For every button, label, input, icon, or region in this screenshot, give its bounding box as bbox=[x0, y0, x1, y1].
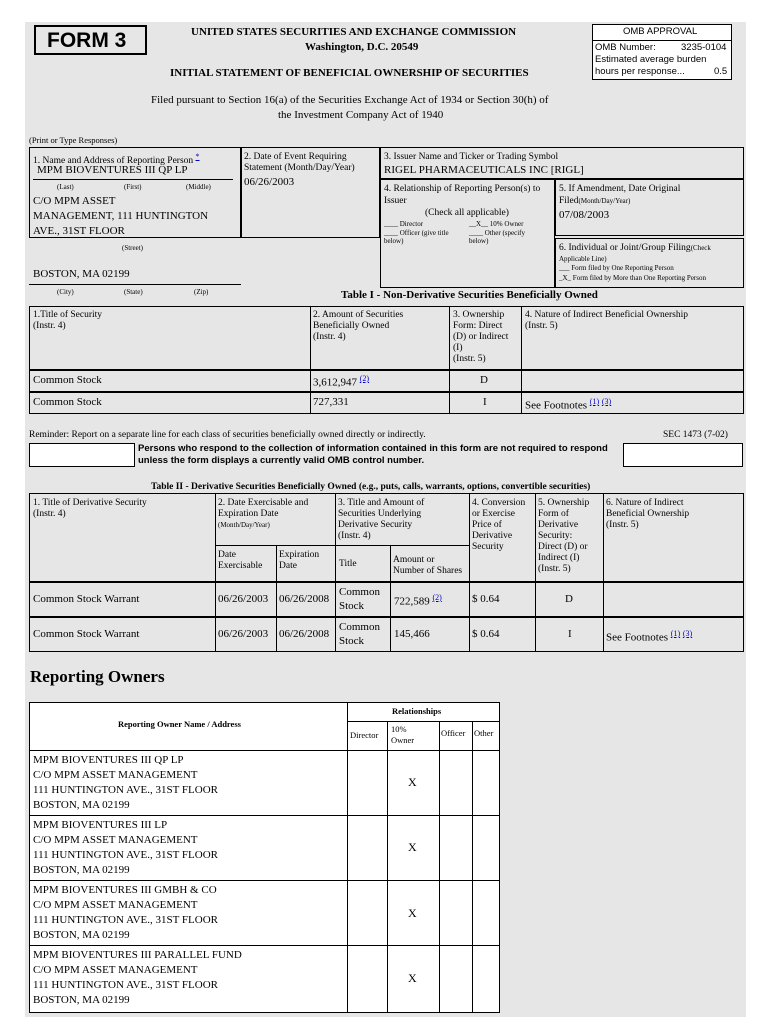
table2-h4-line5: Security bbox=[472, 542, 504, 552]
table2-h2-line1: 2. Date Exercisable and bbox=[218, 498, 309, 508]
table1-h3-line2: Form: Direct bbox=[453, 321, 503, 331]
form-title: FORM 3 bbox=[47, 29, 127, 52]
street-line2: MANAGEMENT, 111 HUNTINGTON bbox=[33, 210, 209, 222]
amendment-value: 07/08/2003 bbox=[559, 209, 610, 221]
street-label: (Street) bbox=[122, 244, 143, 252]
relationship-label1: 4. Relationship of Reporting Person(s) to bbox=[384, 184, 541, 194]
form-page bbox=[25, 22, 746, 1017]
table2-row1-footnote-link[interactable]: (2) bbox=[432, 593, 442, 602]
omb-number-label: OMB Number: bbox=[595, 42, 656, 53]
table2-h5-line3: Derivative bbox=[538, 520, 579, 530]
city-state-zip: BOSTON, MA 02199 bbox=[33, 268, 130, 280]
owners-col-ten2: Owner bbox=[391, 735, 415, 745]
relationship-other1: ____ Other (specify bbox=[469, 229, 525, 237]
joint-filing-option2: _X_ Form filed by More than One Reporting Person bbox=[559, 274, 706, 282]
table2-row2-form: I bbox=[568, 628, 572, 640]
print-note: (Print or Type Responses) bbox=[29, 135, 118, 145]
omb-title: OMB APPROVAL bbox=[623, 26, 698, 37]
relationship-director: ____ Director bbox=[384, 220, 424, 228]
reporting-person-label: 1. Name and Address of Reporting Person * bbox=[33, 152, 200, 167]
table2-h4-line2: or Exercise bbox=[472, 509, 515, 519]
relationship-check-all: (Check all applicable) bbox=[425, 208, 509, 218]
omb-number-value: 3235-0104 bbox=[681, 42, 727, 53]
owner3-line4: BOSTON, MA 02199 bbox=[33, 929, 130, 941]
amendment-label2: Filed(Month/Day/Year) bbox=[559, 196, 631, 206]
owner1-line4: BOSTON, MA 02199 bbox=[33, 799, 130, 811]
table2-row2-footnote1-link[interactable]: (1) bbox=[670, 629, 681, 638]
table2-h4-line3: Price of bbox=[472, 520, 502, 530]
sec-form-number: SEC 1473 (7-02) bbox=[663, 430, 728, 440]
table2-h5-line2: Form of bbox=[538, 509, 569, 519]
table2-row2-footnote2-link[interactable]: (3) bbox=[682, 629, 693, 638]
joint-filing-option1: ___ Form filed by One Reporting Person bbox=[559, 264, 674, 272]
owner1-ten-percent-mark: X bbox=[408, 775, 417, 789]
owners-col-name: Reporting Owner Name / Address bbox=[118, 719, 241, 729]
table2-row2-exercisable: 06/26/2003 bbox=[218, 628, 269, 640]
owners-col-other: Other bbox=[474, 728, 494, 738]
table2-h5-line4: Security: bbox=[538, 531, 573, 541]
table2-h2-line2: Expiration Date bbox=[218, 509, 279, 519]
reporting-person-note-link[interactable]: * bbox=[195, 152, 200, 161]
reporting-person-name: MPM BIOVENTURES III QP LP bbox=[37, 164, 188, 176]
filed-pursuant-line2: the Investment Company Act of 1940 bbox=[278, 109, 444, 121]
owners-col-ten1: 10% bbox=[391, 724, 407, 734]
table1-h1-line2: (Instr. 4) bbox=[33, 321, 66, 331]
owner1-line3: 111 HUNTINGTON AVE., 31ST FLOOR bbox=[33, 784, 218, 796]
table1-h2-line1: 2. Amount of Securities bbox=[313, 310, 404, 320]
table2-h4-line4: Derivative bbox=[472, 531, 513, 541]
table1-h2-line2: Beneficially Owned bbox=[313, 321, 390, 331]
table2-sub-exercisable1: Date bbox=[218, 550, 236, 560]
table2-h3-line1: 3. Title and Amount of bbox=[338, 498, 425, 508]
owner3-ten-percent-mark: X bbox=[408, 906, 417, 920]
reminder-left-box bbox=[29, 443, 135, 467]
table1-row1-amount: 3,612,947 $^{(2)}$ bbox=[313, 374, 370, 389]
table2-sub-exercisable2: Exercisable bbox=[218, 561, 263, 571]
owner2-ten-percent-mark: X bbox=[408, 840, 417, 854]
city-label: (City) bbox=[57, 288, 74, 296]
table1-row1-form: D bbox=[480, 374, 488, 386]
owner1-line1: MPM BIOVENTURES III QP LP bbox=[33, 754, 184, 766]
table2-row1-exercisable: 06/26/2003 bbox=[218, 593, 269, 605]
zip-label: (Zip) bbox=[194, 288, 209, 296]
table2-row2-amount: 145,466 bbox=[394, 628, 430, 640]
table2-title: Table II - Derivative Securities Beneficially Owned (e.g., puts, calls, warrants, options, convertible securities) bbox=[151, 482, 591, 492]
table2-h6-line3: (Instr. 5) bbox=[606, 520, 639, 530]
persons-respond-line2: unless the form displays a currently valid OMB control number. bbox=[138, 455, 425, 466]
table1-row2-amount: 727,331 bbox=[313, 396, 349, 408]
table2-row2-title: Common Stock Warrant bbox=[33, 628, 140, 640]
table2-sub-expiration1: Expiration bbox=[279, 550, 320, 560]
owner1-line2: C/O MPM ASSET MANAGEMENT bbox=[33, 769, 198, 781]
table1-h2-line3: (Instr. 4) bbox=[313, 332, 346, 342]
middle-label: (Middle) bbox=[186, 183, 211, 191]
event-date-value: 06/26/2003 bbox=[244, 176, 295, 188]
owner2-line1: MPM BIOVENTURES III LP bbox=[33, 819, 168, 831]
statement-title: INITIAL STATEMENT OF BENEFICIAL OWNERSHIP OF SECURITIES bbox=[170, 67, 529, 79]
table2-row2-price: $ 0.64 bbox=[472, 628, 500, 640]
table2-row2-underlying-title2: Stock bbox=[339, 635, 365, 647]
table1-row2-footnote2-link[interactable]: (3) bbox=[601, 397, 612, 406]
omb-burden-line2: hours per response... bbox=[595, 66, 685, 77]
owner2-line2: C/O MPM ASSET MANAGEMENT bbox=[33, 834, 198, 846]
table2-h1-line2: (Instr. 4) bbox=[33, 509, 66, 519]
relationship-officer1: ____ Officer (give title bbox=[384, 229, 449, 237]
relationship-officer2: below) bbox=[384, 237, 404, 245]
table2-h2-line3: (Month/Day/Year) bbox=[218, 521, 270, 529]
table1-row1-footnote-link[interactable]: (2) bbox=[359, 374, 370, 383]
relationship-other2: below) bbox=[469, 237, 489, 245]
table1-row2-title: Common Stock bbox=[33, 396, 102, 408]
table1-row2-form: I bbox=[483, 396, 487, 408]
amendment-label1: 5. If Amendment, Date Original bbox=[559, 184, 681, 194]
owner4-line3: 111 HUNTINGTON AVE., 31ST FLOOR bbox=[33, 979, 218, 991]
table2-row1-title: Common Stock Warrant bbox=[33, 593, 140, 605]
table2-h3-line2: Securities Underlying bbox=[338, 509, 422, 519]
table1-row2-footnote1-link[interactable]: (1) bbox=[589, 397, 600, 406]
owner3-line2: C/O MPM ASSET MANAGEMENT bbox=[33, 899, 198, 911]
table2-h6-line1: 6. Nature of Indirect bbox=[606, 498, 684, 508]
table2-row1-form: D bbox=[565, 593, 573, 605]
owner2-line3: 111 HUNTINGTON AVE., 31ST FLOOR bbox=[33, 849, 218, 861]
owner4-ten-percent-mark: X bbox=[408, 971, 417, 985]
agency-location: Washington, D.C. 20549 bbox=[305, 41, 419, 53]
table1-h1-line1: 1.Title of Security bbox=[33, 310, 103, 320]
owners-col-officer: Officer bbox=[441, 728, 466, 738]
table2-row1-expiration: 06/26/2008 bbox=[279, 593, 330, 605]
table2-sub-amount2: Number of Shares bbox=[393, 566, 463, 576]
table2-row1-price: $ 0.64 bbox=[472, 593, 500, 605]
table1-h3-line3: (D) or Indirect bbox=[453, 332, 509, 342]
table1-title: Table I - Non-Derivative Securities Beneficially Owned bbox=[341, 289, 598, 301]
table2-row1-underlying-title1: Common bbox=[339, 586, 380, 598]
table2-row1-amount: 722,589 $^{(2)}$ bbox=[394, 593, 442, 608]
table2-h6-line2: Beneficial Ownership bbox=[606, 509, 690, 519]
table1-h4-line1: 4. Nature of Indirect Beneficial Ownership bbox=[525, 310, 689, 320]
reporting-owners-heading: Reporting Owners bbox=[30, 667, 165, 686]
table2-h5-line1: 5. Ownership bbox=[538, 498, 590, 508]
table1-row2-nature: See Footnotes $^{(1)}$ $^{(3)}$ bbox=[525, 397, 612, 412]
table1-row1-title: Common Stock bbox=[33, 374, 102, 386]
owner4-line1: MPM BIOVENTURES III PARALLEL FUND bbox=[33, 949, 242, 961]
table2-h3-line4: (Instr. 4) bbox=[338, 531, 371, 541]
table2-sub-amount1: Amount or bbox=[393, 555, 435, 565]
issuer-label: 3. Issuer Name and Ticker or Trading Symbol bbox=[384, 152, 559, 162]
owner3-line1: MPM BIOVENTURES III GMBH & CO bbox=[33, 884, 217, 896]
reminder-right-box bbox=[623, 443, 743, 467]
owners-col-director: Director bbox=[350, 730, 379, 740]
owner4-line4: BOSTON, MA 02199 bbox=[33, 994, 130, 1006]
event-date-label2: Statement (Month/Day/Year) bbox=[244, 163, 355, 173]
street-line3: AVE., 31ST FLOOR bbox=[33, 225, 125, 237]
reminder-text: Reminder: Report on a separate line for each class of securities beneficially owned directly or indirectly. bbox=[29, 430, 426, 440]
table2-h3-line3: Derivative Security bbox=[338, 520, 413, 530]
table1-row bbox=[29, 370, 744, 392]
owner4-line2: C/O MPM ASSET MANAGEMENT bbox=[33, 964, 198, 976]
table1-h3-line4: (I) bbox=[453, 343, 463, 353]
table1-h3-line5: (Instr. 5) bbox=[453, 354, 486, 364]
table2-h5-line7: (Instr. 5) bbox=[538, 564, 571, 574]
filed-pursuant-line1: Filed pursuant to Section 16(a) of the Securities Exchange Act of 1934 or Section 30(h) of bbox=[151, 94, 549, 106]
table2-h4-line1: 4. Conversion bbox=[472, 498, 526, 508]
street-line1: C/O MPM ASSET bbox=[33, 195, 116, 207]
owners-col-relationships: Relationships bbox=[392, 706, 442, 716]
relationship-label2: Issuer bbox=[384, 196, 407, 206]
owner3-line3: 111 HUNTINGTON AVE., 31ST FLOOR bbox=[33, 914, 218, 926]
omb-approval-box bbox=[592, 24, 732, 80]
omb-burden-line1: Estimated average burden bbox=[595, 54, 707, 65]
joint-filing-label2: Applicable Line) bbox=[559, 255, 607, 263]
agency-name: UNITED STATES SECURITIES AND EXCHANGE COMMISSION bbox=[191, 26, 517, 38]
persons-respond-line1: Persons who respond to the collection of information contained in this form are not required to respond bbox=[138, 443, 608, 454]
omb-burden-value: 0.5 bbox=[714, 66, 728, 77]
relationship-ten-percent: __X__ 10% Owner bbox=[469, 220, 524, 228]
table2-h5-line6: Indirect (I) bbox=[538, 553, 580, 563]
table2-row2-nature: See Footnotes $^{(1)}$ $^{(3)}$ bbox=[606, 629, 693, 644]
table2-h5-line5: Direct (D) or bbox=[538, 542, 588, 552]
table2-row1-underlying-title2: Stock bbox=[339, 600, 365, 612]
first-label: (First) bbox=[124, 183, 142, 191]
state-label: (State) bbox=[124, 288, 143, 296]
table2-h1-line1: 1. Title of Derivative Security bbox=[33, 498, 147, 508]
issuer-value: RIGEL PHARMACEUTICALS INC [RIGL] bbox=[384, 164, 584, 176]
last-label: (Last) bbox=[57, 183, 74, 191]
form-title-box bbox=[34, 25, 147, 55]
table2-row2-underlying-title1: Common bbox=[339, 621, 380, 633]
table1-h4-line2: (Instr. 5) bbox=[525, 321, 558, 331]
owner2-line4: BOSTON, MA 02199 bbox=[33, 864, 130, 876]
table2-sub-expiration2: Date bbox=[279, 561, 297, 571]
table2-row2-expiration: 06/26/2008 bbox=[279, 628, 330, 640]
table2-sub-title: Title bbox=[339, 559, 357, 569]
joint-filing-label1: 6. Individual or Joint/Group Filing(Check bbox=[559, 243, 711, 253]
table1-h3-line1: 3. Ownership bbox=[453, 310, 505, 320]
event-date-label1: 2. Date of Event Requiring bbox=[244, 152, 347, 162]
table1-row bbox=[29, 392, 744, 414]
reporting-owners-table bbox=[29, 702, 500, 1013]
